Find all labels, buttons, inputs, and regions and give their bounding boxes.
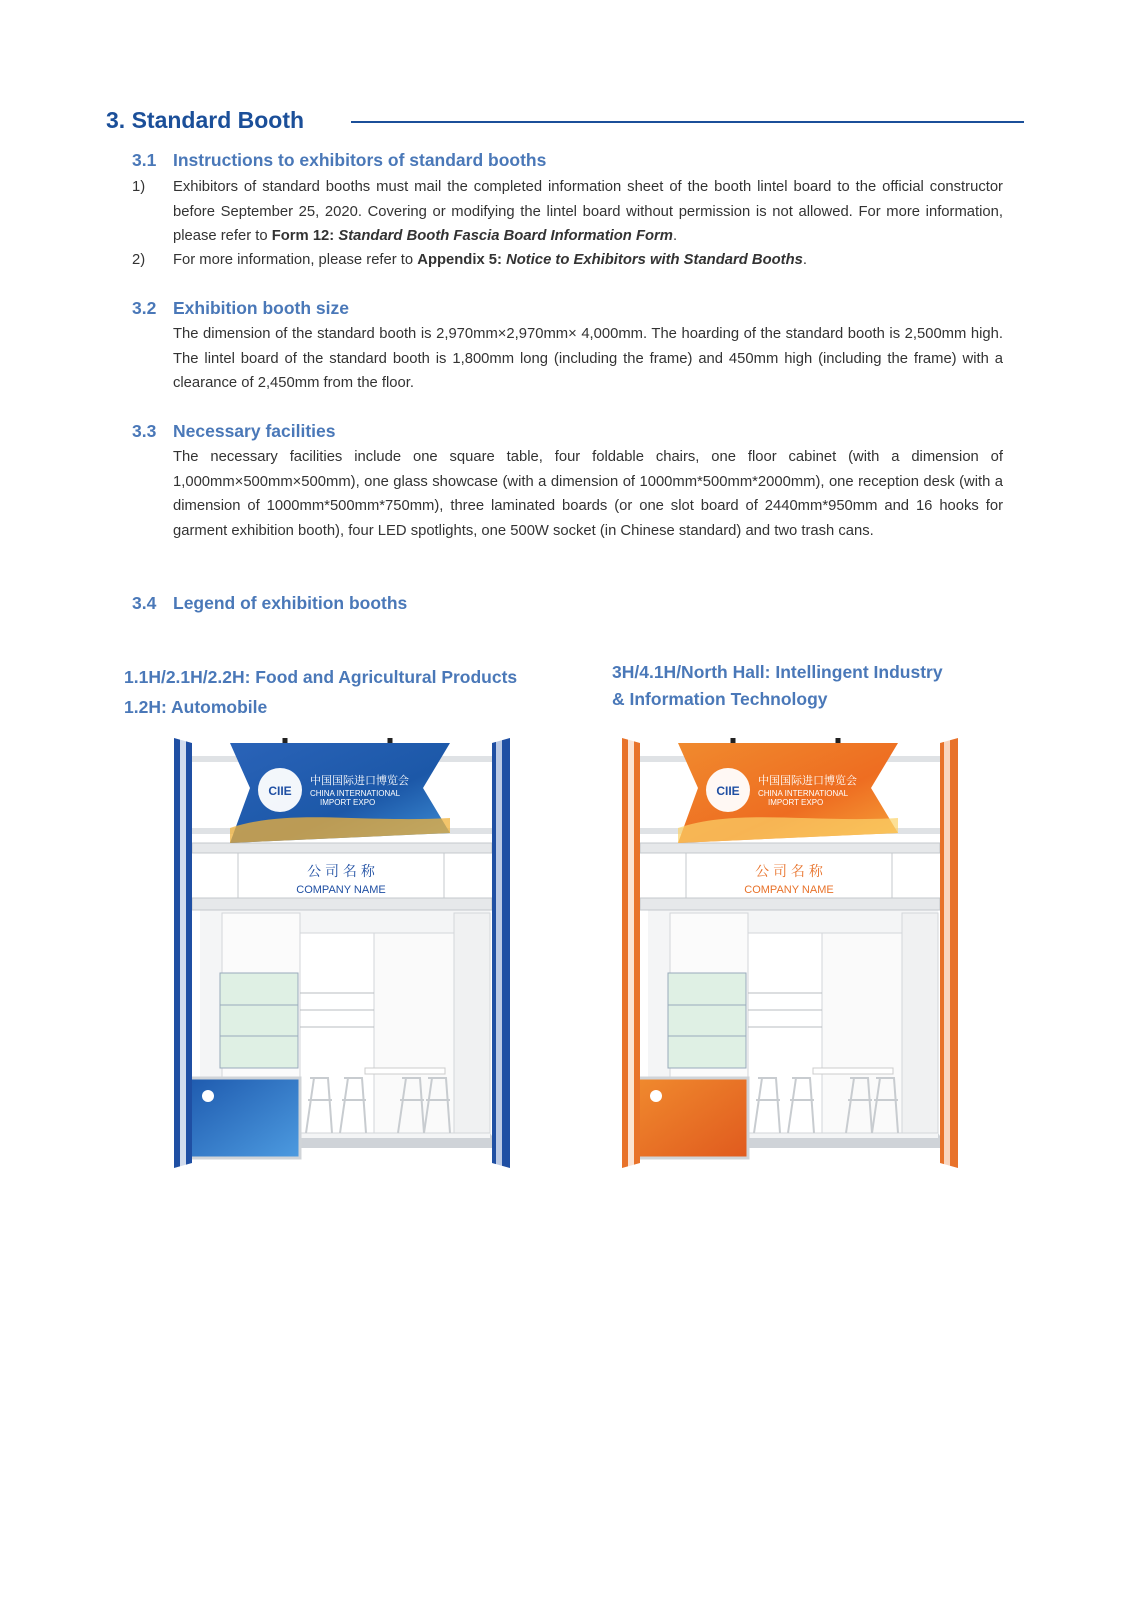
- facilities-paragraph: The necessary facilities include one square table, four foldable chairs, one floor cabinet (with a dimension of 1,000mm×500mm×500mm), one glass showcase (with a dimension of 1000mm*500mm*2000mm), one reception desk (with a dimension of 1000mm*500mm*750mm), three laminated boards (or one slot board of 2440mm*950mm and 16 hooks for garment exhibition booth), four LED spotlights, one 500W socket (in Chinese standard) and two trash cans.: [173, 449, 1003, 539]
- subsection-number: 3.1: [132, 150, 157, 170]
- fascia-chinese-name: 公 司 名 称: [307, 863, 375, 879]
- subsection-number: 3.2: [132, 298, 157, 318]
- subsection-3-4-heading: [132, 593, 407, 614]
- booth-caption-line: 3H/4.1H/North Hall: Intellingent Industry: [612, 662, 943, 682]
- fascia-chinese-name: 公 司 名 称: [755, 863, 823, 879]
- section-title-rule: [351, 121, 1024, 123]
- fascia-company-name: COMPANY NAME: [296, 884, 386, 896]
- banner-english-line1: CHINA INTERNATIONAL: [310, 789, 401, 798]
- reference-label: Appendix 5:: [417, 252, 502, 268]
- booth-illustration-blue: [160, 728, 520, 1173]
- subsection-3-3-heading: [132, 421, 335, 442]
- subsection-number: 3.3: [132, 421, 157, 441]
- booth-caption-line: 1.1H/2.1H/2.2H: Food and Agricultural Products: [124, 667, 518, 687]
- booth-caption-blue: [124, 662, 517, 722]
- booth-caption-line: 1.2H: Automobile: [124, 697, 268, 717]
- list-item-text: For more information, please refer to: [173, 252, 414, 268]
- reference-title: Standard Booth Fascia Board Information Form: [338, 228, 673, 244]
- subsection-title: Legend of exhibition booths: [173, 593, 408, 613]
- logo-text: CIIE: [268, 784, 292, 798]
- booth-illustration-orange: [608, 728, 968, 1173]
- section-title: 3. Standard Booth: [106, 107, 305, 133]
- list-marker: 1): [132, 179, 146, 195]
- reference-label: Form 12:: [271, 228, 335, 244]
- banner-chinese: 中国国际进口博览会: [758, 775, 857, 787]
- banner-english-line1: CHINA INTERNATIONAL: [758, 789, 849, 798]
- reference-title: Notice to Exhibitors with Standard Booths: [506, 252, 803, 268]
- banner-english-line2: IMPORT EXPO: [768, 798, 824, 807]
- list-item: [132, 248, 1003, 273]
- list-item-end: .: [802, 252, 807, 268]
- subsection-3-2-heading: [132, 298, 349, 319]
- subsection-title: Instructions to exhibitors of standard booths: [173, 150, 547, 170]
- fascia-company-name: COMPANY NAME: [744, 884, 834, 896]
- list-marker: 2): [132, 252, 146, 268]
- booth-caption-line: & Information Technology: [612, 689, 828, 709]
- list-item-end: .: [672, 228, 678, 244]
- booth-size-paragraph: The dimension of the standard booth is 2,970mm×2,970mm× 4,000mm. The hoarding of the standard booth is 2,500mm high. The lintel board of the standard booth is 1,800mm long (including the frame) and 450mm high (including the frame) with a clearance of 2,450mm from the floor.: [173, 326, 1003, 391]
- banner-chinese: 中国国际进口博览会: [310, 775, 409, 787]
- list-item-text: Exhibitors of standard booths must mail the completed information sheet of the booth lintel board to the official constructor before September 25, 2020. Covering or modifying the lintel board without permission is not allowed. For more information, please refer to: [173, 179, 1003, 244]
- banner-english-line2: IMPORT EXPO: [320, 798, 376, 807]
- subsection-title: Necessary facilities: [173, 421, 336, 441]
- subsection-title: Exhibition booth size: [173, 298, 349, 318]
- logo-text: CIIE: [716, 784, 740, 798]
- list-item: [132, 175, 1003, 249]
- subsection-3-1-heading: [132, 150, 546, 171]
- booth-caption-orange: [612, 659, 943, 713]
- subsection-number: 3.4: [132, 593, 157, 613]
